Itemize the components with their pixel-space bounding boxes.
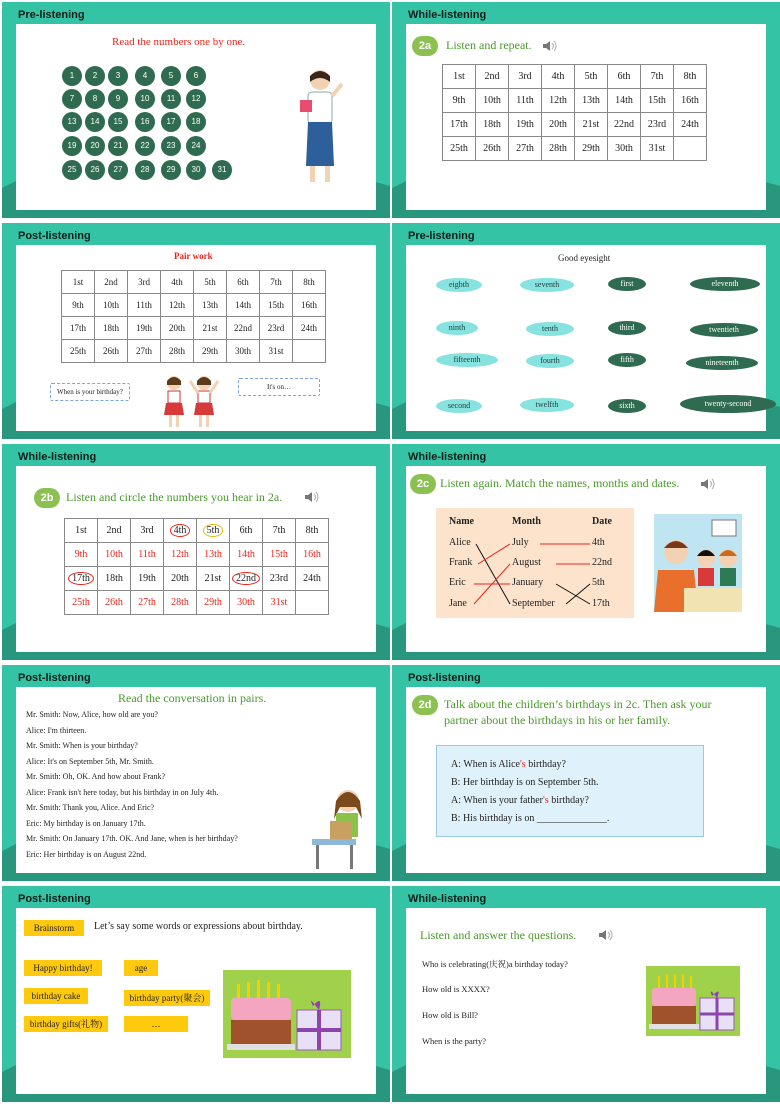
table-cell: 7th (260, 271, 293, 294)
slide-good-eyesight (392, 223, 780, 439)
table-cell: 20th (164, 567, 197, 591)
slide-pre-listening-numbers (2, 2, 390, 218)
table-row (62, 340, 326, 363)
table-row (65, 543, 329, 567)
col-header-month: Month (512, 516, 541, 527)
number-circle: 16 (135, 112, 155, 132)
slide-panel (406, 466, 766, 652)
table-row (65, 567, 329, 591)
ordinal-table (61, 270, 326, 363)
month-item: January (512, 577, 544, 588)
number-circle: 21 (108, 136, 128, 156)
slide-panel (16, 24, 376, 210)
table-cell: 14th (227, 294, 260, 317)
table-cell: 4th (542, 65, 575, 89)
table-cell: 22nd (608, 113, 641, 137)
table-cell: 20th (542, 113, 575, 137)
table-cell (674, 137, 707, 161)
word-pill: ninth (436, 321, 478, 335)
table-row (443, 65, 707, 89)
table-cell: 9th (443, 89, 476, 113)
number-circle: 14 (85, 112, 105, 132)
birthday-cake-illustration (223, 970, 351, 1058)
slide-panel (406, 24, 766, 210)
table-cell: 21st (194, 317, 227, 340)
date-item: 5th (592, 577, 605, 588)
circled-number: 17th (68, 572, 94, 585)
table-cell: 17th (62, 317, 95, 340)
slide-panel (16, 908, 376, 1094)
month-item: August (512, 557, 541, 568)
word-card: birthday cake (24, 988, 88, 1004)
slide-pair-work (2, 223, 390, 439)
table-cell: 21st (575, 113, 608, 137)
conversation-line: Eric: Her birthday is on August 22nd. (26, 849, 147, 859)
table-cell: 23rd (263, 567, 296, 591)
number-circle: 3 (108, 66, 128, 86)
ordinal-table-marked (64, 518, 329, 615)
speaker-icon[interactable] (304, 490, 320, 504)
dialogue-line: B: Her birthday is on September 5th. (451, 777, 599, 788)
word-pill: first (608, 277, 646, 291)
word-pill: eighth (436, 278, 482, 292)
question: How old is XXXX? (422, 984, 490, 994)
word-card: … (124, 1016, 188, 1032)
speech-bubble-right: It's on… (238, 378, 320, 396)
date-item: 17th (592, 598, 610, 609)
word-card: birthday gifts(礼物) (24, 1016, 108, 1032)
table-cell: 5th (575, 65, 608, 89)
slide-title: Read the conversation in pairs. (118, 691, 267, 705)
slide-title-line-1: Talk about the children’s birthdays in 2c. Then ask your (444, 697, 712, 711)
slide-header: While-listening (18, 451, 97, 463)
slide-panel (406, 245, 766, 431)
month-item: September (512, 598, 555, 609)
table-cell: 20th (161, 317, 194, 340)
two-girls-illustration (156, 373, 226, 431)
table-row (62, 271, 326, 294)
table-row (65, 519, 329, 543)
table-cell (293, 340, 326, 363)
table-cell: 13th (197, 543, 230, 567)
number-circle: 2 (85, 66, 105, 86)
table-cell: 15th (641, 89, 674, 113)
table-cell: 27th (128, 340, 161, 363)
number-circle: 1 (62, 66, 82, 86)
student-desk-illustration (312, 785, 368, 871)
table-row (443, 89, 707, 113)
table-cell (65, 567, 98, 591)
number-circle: 28 (135, 160, 155, 180)
table-cell: 12th (161, 294, 194, 317)
match-lines (436, 508, 634, 618)
birthday-cake-illustration (646, 966, 740, 1036)
table-row (443, 137, 707, 161)
table-cell: 26th (476, 137, 509, 161)
slide-title: Let’s say some words or expressions about birthday. (94, 921, 303, 932)
word-pill: seventh (520, 278, 574, 292)
slide-title: Pair work (174, 251, 213, 261)
table-cell: 18th (98, 567, 131, 591)
table-cell: 3rd (131, 519, 164, 543)
slide-header: Post-listening (18, 230, 91, 242)
table-cell: 16th (296, 543, 329, 567)
conversation-lines (26, 707, 238, 862)
slide-header: Post-listening (18, 893, 91, 905)
table-cell: 30th (608, 137, 641, 161)
table-cell: 1st (62, 271, 95, 294)
table-cell: 19th (509, 113, 542, 137)
table-cell: 3rd (509, 65, 542, 89)
table-cell: 8th (674, 65, 707, 89)
table-cell: 1st (443, 65, 476, 89)
table-cell: 11th (509, 89, 542, 113)
table-row (62, 317, 326, 340)
speech-bubble-left: When is your birthday? (50, 383, 130, 401)
table-cell: 3rd (128, 271, 161, 294)
exercise-badge: 2b (34, 488, 60, 508)
table-cell: 15th (260, 294, 293, 317)
slide-title: Listen and answer the questions. (420, 928, 577, 942)
table-cell: 24th (293, 317, 326, 340)
number-circle: 7 (62, 89, 82, 109)
slide-header: While-listening (408, 9, 487, 21)
number-circle: 25 (62, 160, 82, 180)
slide-panel (16, 466, 376, 652)
word-pill: fourth (526, 354, 574, 368)
family-illustration (654, 514, 742, 612)
table-cell: 23rd (641, 113, 674, 137)
col-header-date: Date (592, 516, 612, 527)
question: How old is Bill? (422, 1010, 478, 1020)
number-circle: 8 (85, 89, 105, 109)
dialogue-line: B: His birthday is on ______________. (451, 813, 610, 824)
table-cell: 22nd (227, 317, 260, 340)
teacher-illustration (294, 66, 346, 188)
table-cell: 31st (260, 340, 293, 363)
slide-title: Read the numbers one by one. (112, 36, 246, 48)
table-cell: 2nd (476, 65, 509, 89)
match-box (436, 508, 634, 618)
word-pill: twentieth (690, 323, 758, 337)
number-circle: 11 (161, 89, 181, 109)
conversation-line: Alice: Frank isn't here today, but his birthday in on July 4th. (26, 787, 219, 797)
slide-2b-circle-numbers (2, 444, 390, 660)
dialogue-line: A: When is your father's birthday? (451, 795, 589, 806)
conversation-line: Mr. Smith: When is your birthday? (26, 741, 138, 750)
table-cell: 8th (296, 519, 329, 543)
slide-2a-listen-repeat (392, 2, 780, 218)
table-cell: 21st (197, 567, 230, 591)
slide-2d-talk (392, 665, 780, 881)
dialogue-line: A: When is Alice's birthday? (451, 759, 566, 770)
table-cell: 14th (230, 543, 263, 567)
slide-2c-match (392, 444, 780, 660)
slide-title-line-2: partner about the birthdays in his or her family. (444, 713, 671, 727)
number-circle: 15 (108, 112, 128, 132)
slide-read-conversation (2, 665, 390, 881)
word-pill: eleventh (690, 277, 760, 291)
exercise-badge: 2c (410, 474, 436, 494)
table-cell: 11th (128, 294, 161, 317)
number-circle: 6 (186, 66, 206, 86)
table-cell: 7th (641, 65, 674, 89)
table-cell: 8th (293, 271, 326, 294)
table-cell: 2nd (98, 519, 131, 543)
dialogue-box (436, 745, 704, 837)
table-cell (296, 591, 329, 615)
table-cell: 27th (509, 137, 542, 161)
col-header-name: Name (449, 516, 474, 527)
word-pill: second (436, 399, 482, 413)
conversation-line: Alice: It's on September 5th, Mr. Smith. (26, 756, 154, 766)
slide-panel (16, 245, 376, 431)
table-cell: 6th (227, 271, 260, 294)
slide-panel (406, 908, 766, 1094)
table-cell: 24th (674, 113, 707, 137)
number-circle: 22 (135, 136, 155, 156)
name-item: Eric (449, 577, 466, 588)
slide-panel (16, 687, 376, 873)
table-cell: 27th (131, 591, 164, 615)
number-circle: 27 (108, 160, 128, 180)
word-pill: tenth (526, 322, 574, 336)
number-circle: 13 (62, 112, 82, 132)
table-cell: 12th (542, 89, 575, 113)
table-cell: 13th (194, 294, 227, 317)
table-cell: 26th (95, 340, 128, 363)
number-circle: 18 (186, 112, 206, 132)
conversation-line: Mr. Smith: Oh, OK. And how about Frank? (26, 772, 166, 781)
table-cell: 4th (161, 271, 194, 294)
number-circle: 30 (186, 160, 206, 180)
table-cell: 18th (95, 317, 128, 340)
number-circle: 31 (212, 160, 232, 180)
word-card: Happy birthday! (24, 960, 102, 976)
table-row (443, 113, 707, 137)
speaker-icon[interactable] (542, 39, 558, 53)
speaker-icon[interactable] (700, 477, 716, 491)
table-cell: 24th (296, 567, 329, 591)
table-cell: 12th (164, 543, 197, 567)
table-cell: 19th (128, 317, 161, 340)
table-cell: 1st (65, 519, 98, 543)
exercise-badge: 2d (412, 695, 438, 715)
name-item: Jane (449, 598, 467, 609)
slide-panel (406, 687, 766, 873)
table-cell: 10th (98, 543, 131, 567)
table-cell: 30th (230, 591, 263, 615)
slide-header: Post-listening (18, 672, 91, 684)
slide-title: Listen and circle the numbers you hear in 2a. (66, 490, 283, 504)
table-cell: 29th (575, 137, 608, 161)
number-circle: 12 (186, 89, 206, 109)
slide-header: While-listening (408, 451, 487, 463)
table-cell: 17th (443, 113, 476, 137)
month-item: July (512, 537, 529, 548)
number-circle: 4 (135, 66, 155, 86)
table-row (65, 591, 329, 615)
number-circle: 24 (186, 136, 206, 156)
slide-title: Good eyesight (558, 253, 611, 263)
number-circle: 19 (62, 136, 82, 156)
slide-title: Listen again. Match the names, months and dates. (440, 476, 680, 490)
table-cell: 10th (476, 89, 509, 113)
question: When is the party? (422, 1036, 486, 1046)
number-circle: 17 (161, 112, 181, 132)
word-card: age (124, 960, 158, 976)
table-cell: 25th (62, 340, 95, 363)
word-pill: third (608, 321, 646, 335)
word-pill: fifth (608, 353, 646, 367)
name-item: Frank (449, 557, 473, 568)
table-cell (197, 519, 230, 543)
slide-title: Listen and repeat. (446, 38, 532, 52)
table-cell: 25th (65, 591, 98, 615)
table-cell: 18th (476, 113, 509, 137)
table-cell: 31st (263, 591, 296, 615)
number-circle: 5 (161, 66, 181, 86)
table-cell: 6th (608, 65, 641, 89)
table-cell: 7th (263, 519, 296, 543)
word-pill: nineteenth (686, 356, 758, 370)
slide-header: Post-listening (408, 672, 481, 684)
number-circle: 9 (108, 89, 128, 109)
slide-brainstorm (2, 886, 390, 1102)
table-cell (164, 519, 197, 543)
circled-number: 5th (203, 524, 224, 537)
date-item: 4th (592, 537, 605, 548)
word-pill: twenty-second (680, 395, 776, 413)
table-cell: 11th (131, 543, 164, 567)
table-cell: 15th (263, 543, 296, 567)
number-circle: 26 (85, 160, 105, 180)
table-cell: 30th (227, 340, 260, 363)
slide-header: Pre-listening (18, 9, 85, 21)
speaker-icon[interactable] (598, 928, 614, 942)
table-cell: 28th (164, 591, 197, 615)
table-cell: 25th (443, 137, 476, 161)
table-cell: 16th (293, 294, 326, 317)
table-cell: 19th (131, 567, 164, 591)
table-row (62, 294, 326, 317)
table-cell: 23rd (260, 317, 293, 340)
slide-answer-questions (392, 886, 780, 1102)
table-cell: 31st (641, 137, 674, 161)
conversation-line: Alice: I'm thirteen. (26, 725, 87, 735)
conversation-line: Eric: My birthday is on January 17th. (26, 818, 146, 828)
date-item: 22nd (592, 557, 612, 568)
table-cell: 14th (608, 89, 641, 113)
number-circle: 29 (161, 160, 181, 180)
question: Who is celebrating(庆祝)a birthday today? (422, 959, 568, 969)
table-cell: 6th (230, 519, 263, 543)
word-pill: sixth (608, 399, 646, 413)
table-cell: 28th (542, 137, 575, 161)
conversation-line: Mr. Smith: On January 17th. OK. And Jane, when is her birthday? (26, 834, 238, 843)
slide-header: Pre-listening (408, 230, 475, 242)
ordinal-table (442, 64, 707, 161)
exercise-badge: 2a (412, 36, 438, 56)
brainstorm-label: Brainstorm (24, 920, 84, 936)
conversation-line: Mr. Smith: Now, Alice, how old are you? (26, 710, 158, 719)
word-pill: fifteenth (436, 353, 498, 367)
name-item: Alice (449, 537, 471, 548)
table-cell: 26th (98, 591, 131, 615)
table-cell: 10th (95, 294, 128, 317)
table-cell: 9th (62, 294, 95, 317)
conversation-line: Mr. Smith: Thank you, Alice. And Eric? (26, 803, 155, 812)
circled-number: 22nd (232, 572, 260, 585)
table-cell: 2nd (95, 271, 128, 294)
number-circle: 23 (161, 136, 181, 156)
table-cell: 16th (674, 89, 707, 113)
slide-header: While-listening (408, 893, 487, 905)
number-circle: 10 (135, 89, 155, 109)
table-cell: 13th (575, 89, 608, 113)
table-cell: 29th (194, 340, 227, 363)
number-circle: 20 (85, 136, 105, 156)
table-cell: 9th (65, 543, 98, 567)
word-pill: twelfth (520, 398, 574, 412)
table-cell: 29th (197, 591, 230, 615)
circled-number: 4th (170, 524, 191, 537)
word-card: birthday party(聚会) (124, 990, 210, 1006)
table-cell: 28th (161, 340, 194, 363)
table-cell (230, 567, 263, 591)
table-cell: 5th (194, 271, 227, 294)
